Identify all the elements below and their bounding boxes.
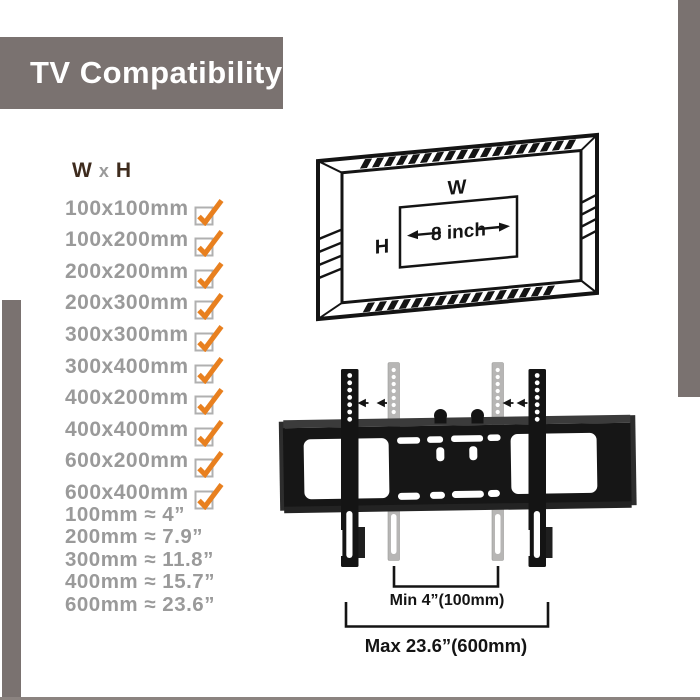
min-dimension-label: Min 4”(100mm) [389,592,505,609]
title-banner [0,37,283,109]
tv-width-label: W [447,176,467,200]
vesa-size-row [65,445,224,477]
orange-checkmark-icon [194,292,224,320]
vesa-size-label: 300x300mm [65,322,189,346]
min-dimension-bracket [394,566,498,587]
tv-frame-diagram [300,118,622,342]
height-letter: H [115,159,132,182]
vesa-size-row [65,193,224,225]
vesa-size-row [65,256,224,288]
wall-mount-diagram [270,358,665,660]
wall-plate [279,415,637,514]
wxh-heading [72,159,131,183]
orange-checkmark-icon [194,356,224,384]
vesa-size-label: 400x400mm [65,417,189,441]
vesa-size-row [65,382,224,414]
page-title: TV Compatibility [30,55,283,90]
vesa-size-label: 200x300mm [65,291,189,315]
orange-checkmark-icon [194,419,224,447]
vesa-size-label: 100x100mm [65,196,189,220]
orange-checkmark-icon [194,229,224,257]
vesa-size-label: 300x400mm [65,354,189,378]
conversion-list [65,504,215,616]
vesa-size-label: 600x400mm [65,480,189,504]
orange-checkmark-icon [194,261,224,289]
vesa-size-label: 100x200mm [65,228,189,252]
vesa-size-row [65,288,224,320]
vesa-size-row [65,319,224,351]
conversion-row: 100mm ≈ 4” [65,503,185,526]
vesa-size-list [65,193,224,508]
orange-checkmark-icon [194,387,224,415]
conversion-row: 300mm ≈ 11.8” [65,547,214,571]
orange-checkmark-icon [194,198,224,226]
width-letter: W [72,159,92,182]
right-accent-bar [678,0,700,397]
tv-size-label: 8 inch [431,219,486,246]
tv-height-label: H [374,235,390,259]
vesa-size-row [65,351,224,383]
vesa-size-label: 400x200mm [65,386,189,410]
left-accent-bar [2,300,21,700]
x-separator: x [98,161,109,181]
vesa-size-label: 200x200mm [65,259,189,283]
conversion-row: 600mm ≈ 23.6” [65,592,215,616]
conversion-row: 400mm ≈ 15.7” [65,570,215,594]
orange-checkmark-icon [194,324,224,352]
vesa-size-row [65,414,224,446]
vesa-size-label: 600x200mm [65,449,189,473]
max-dimension-label: Max 23.6”(600mm) [364,635,528,656]
conversion-row: 200mm ≈ 7.9” [65,525,204,549]
vesa-size-row [65,225,224,257]
orange-checkmark-icon [194,450,224,478]
